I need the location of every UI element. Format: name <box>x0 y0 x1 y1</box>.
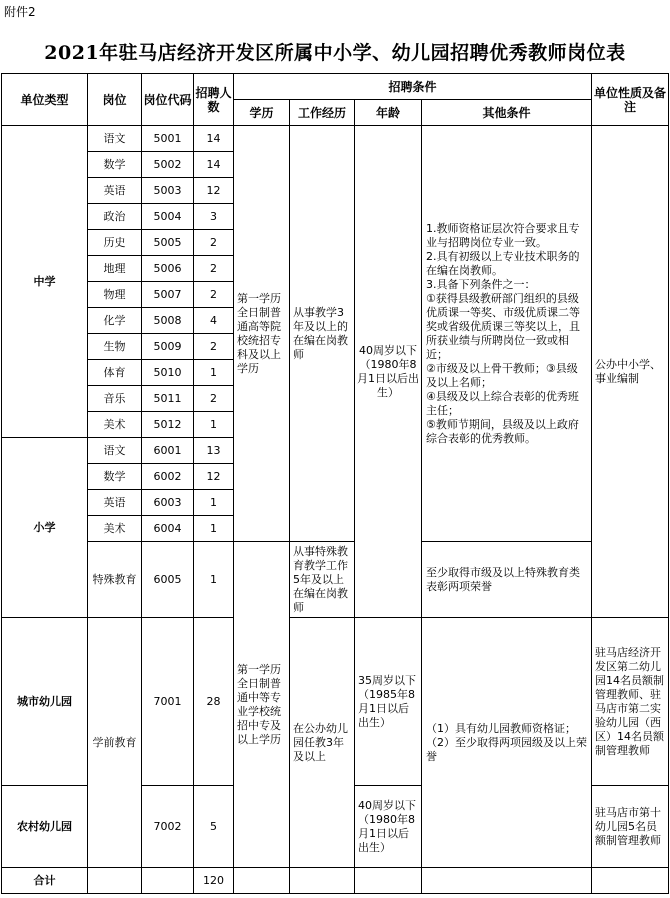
subject-cell: 化学 <box>88 308 142 334</box>
header-conditions: 招聘条件 <box>234 74 592 100</box>
rural-code: 7002 <box>142 786 194 868</box>
subject-cell: 数学 <box>88 152 142 178</box>
header-experience: 工作经历 <box>290 100 355 126</box>
table-row <box>2 618 669 786</box>
subject-cell: 数学 <box>88 464 142 490</box>
subject-cell: 英语 <box>88 178 142 204</box>
code-cell: 5012 <box>142 412 194 438</box>
total-count: 120 <box>194 868 234 894</box>
total-empty-position <box>88 868 142 894</box>
special-count: 1 <box>194 542 234 618</box>
urban-unit-type: 城市幼儿园 <box>2 618 88 786</box>
table-body <box>2 74 669 894</box>
code-cell: 6004 <box>142 516 194 542</box>
subject-cell: 历史 <box>88 230 142 256</box>
total-empty-education <box>234 868 290 894</box>
header-other: 其他条件 <box>422 100 592 126</box>
attachment-label: 附件2 <box>4 5 36 19</box>
count-cell: 1 <box>194 490 234 516</box>
count-cell: 4 <box>194 308 234 334</box>
code-cell: 5003 <box>142 178 194 204</box>
subject-cell: 语文 <box>88 126 142 152</box>
primary-unit-type: 小学 <box>2 438 88 618</box>
count-cell: 1 <box>194 516 234 542</box>
header-unit-type: 单位类型 <box>2 74 88 126</box>
code-cell: 6002 <box>142 464 194 490</box>
count-cell: 1 <box>194 412 234 438</box>
subject-cell: 美术 <box>88 516 142 542</box>
subject-cell: 美术 <box>88 412 142 438</box>
page-title: 2021年驻马店经济开发区所属中小学、幼儿园招聘优秀教师岗位表 <box>44 42 626 64</box>
total-label: 合计 <box>2 868 88 894</box>
urban-age: 35周岁以下（1985年8月1日以后出生） <box>355 618 422 786</box>
header-count: 招聘人数 <box>194 74 234 126</box>
code-cell: 5005 <box>142 230 194 256</box>
school-nature: 公办中小学、事业编制 <box>592 126 669 618</box>
subject-cell: 语文 <box>88 438 142 464</box>
count-cell: 14 <box>194 152 234 178</box>
count-cell: 2 <box>194 282 234 308</box>
header-education: 学历 <box>234 100 290 126</box>
header-position: 岗位 <box>88 74 142 126</box>
subject-cell: 体育 <box>88 360 142 386</box>
total-empty-other <box>422 868 592 894</box>
code-cell: 5004 <box>142 204 194 230</box>
code-cell: 5011 <box>142 386 194 412</box>
count-cell: 12 <box>194 178 234 204</box>
header-age: 年龄 <box>355 100 422 126</box>
code-cell: 5009 <box>142 334 194 360</box>
count-cell: 3 <box>194 204 234 230</box>
kindergarten-subject: 学前教育 <box>88 618 142 868</box>
rural-count: 5 <box>194 786 234 868</box>
subject-cell: 物理 <box>88 282 142 308</box>
total-empty-nature <box>592 868 669 894</box>
subject-cell: 地理 <box>88 256 142 282</box>
subject-cell: 政治 <box>88 204 142 230</box>
count-cell: 2 <box>194 386 234 412</box>
special-experience: 从事特殊教育教学工作5年及以上在编在岗教师 <box>290 542 355 618</box>
count-cell: 12 <box>194 464 234 490</box>
code-cell: 6001 <box>142 438 194 464</box>
table-row <box>2 126 669 152</box>
code-cell: 5010 <box>142 360 194 386</box>
count-cell: 13 <box>194 438 234 464</box>
subject-cell: 英语 <box>88 490 142 516</box>
urban-code: 7001 <box>142 618 194 786</box>
header-code: 岗位代码 <box>142 74 194 126</box>
count-cell: 2 <box>194 256 234 282</box>
special-subject: 特殊教育 <box>88 542 142 618</box>
code-cell: 5008 <box>142 308 194 334</box>
code-cell: 5001 <box>142 126 194 152</box>
rural-age: 40周岁以下（1980年8月1日以后出生） <box>355 786 422 868</box>
middle-unit-type: 中学 <box>2 126 88 438</box>
count-cell: 2 <box>194 334 234 360</box>
code-cell: 5006 <box>142 256 194 282</box>
special-education: 第一学历全日制普通中等专业学校统招中专及以上学历 <box>234 542 290 868</box>
rural-unit-type: 农村幼儿园 <box>2 786 88 868</box>
header-nature: 单位性质及备注 <box>592 74 669 126</box>
school-experience: 从事教学3年及以上的在编在岗教师 <box>290 126 355 542</box>
school-other: 1.教师资格证层次符合要求且专业与招聘岗位专业一致。 2.具有初级以上专业技术职务的在编在岗教师。 3.具备下列条件之一： ①获得县级教研部门组织的县级优质课一等奖、市级优质课二等奖或省级优质课三等奖以上，且所获业绩与所聘岗位一致或相近； ②市级及以上骨干教师；③县级及以上名师； ④县级及以上综合表彰的优秀班主任； ⑤教师节期间，县级及以上政府综合表彰的优秀教师。 <box>422 126 592 542</box>
special-other: 至少取得市级及以上特殊教育类表彰两项荣誉 <box>422 542 592 618</box>
urban-nature: 驻马店经济开发区第二幼儿园14名员额制管理教师、驻马店市第二实验幼儿园（西区）14名员额制管理教师 <box>592 618 669 786</box>
subject-cell: 生物 <box>88 334 142 360</box>
count-cell: 1 <box>194 360 234 386</box>
code-cell: 5007 <box>142 282 194 308</box>
kindergarten-experience: 在公办幼儿园任教3年及以上 <box>290 618 355 868</box>
table-row <box>2 868 669 894</box>
code-cell: 5002 <box>142 152 194 178</box>
special-code: 6005 <box>142 542 194 618</box>
count-cell: 14 <box>194 126 234 152</box>
code-cell: 6003 <box>142 490 194 516</box>
total-empty-experience <box>290 868 355 894</box>
total-empty-age <box>355 868 422 894</box>
school-education: 第一学历全日制普通高等院校统招专科及以上学历 <box>234 126 290 542</box>
total-empty-code <box>142 868 194 894</box>
count-cell: 2 <box>194 230 234 256</box>
table-row <box>2 542 669 618</box>
rural-nature: 驻马店市第十幼儿园5名员额制管理教师 <box>592 786 669 868</box>
kindergarten-other: （1）具有幼儿园教师资格证； （2）至少取得两项园级及以上荣誉 <box>422 618 592 868</box>
subject-cell: 音乐 <box>88 386 142 412</box>
school-age: 40周岁以下（1980年8月1日以后出生） <box>355 126 422 618</box>
urban-count: 28 <box>194 618 234 786</box>
recruitment-table <box>1 73 669 894</box>
